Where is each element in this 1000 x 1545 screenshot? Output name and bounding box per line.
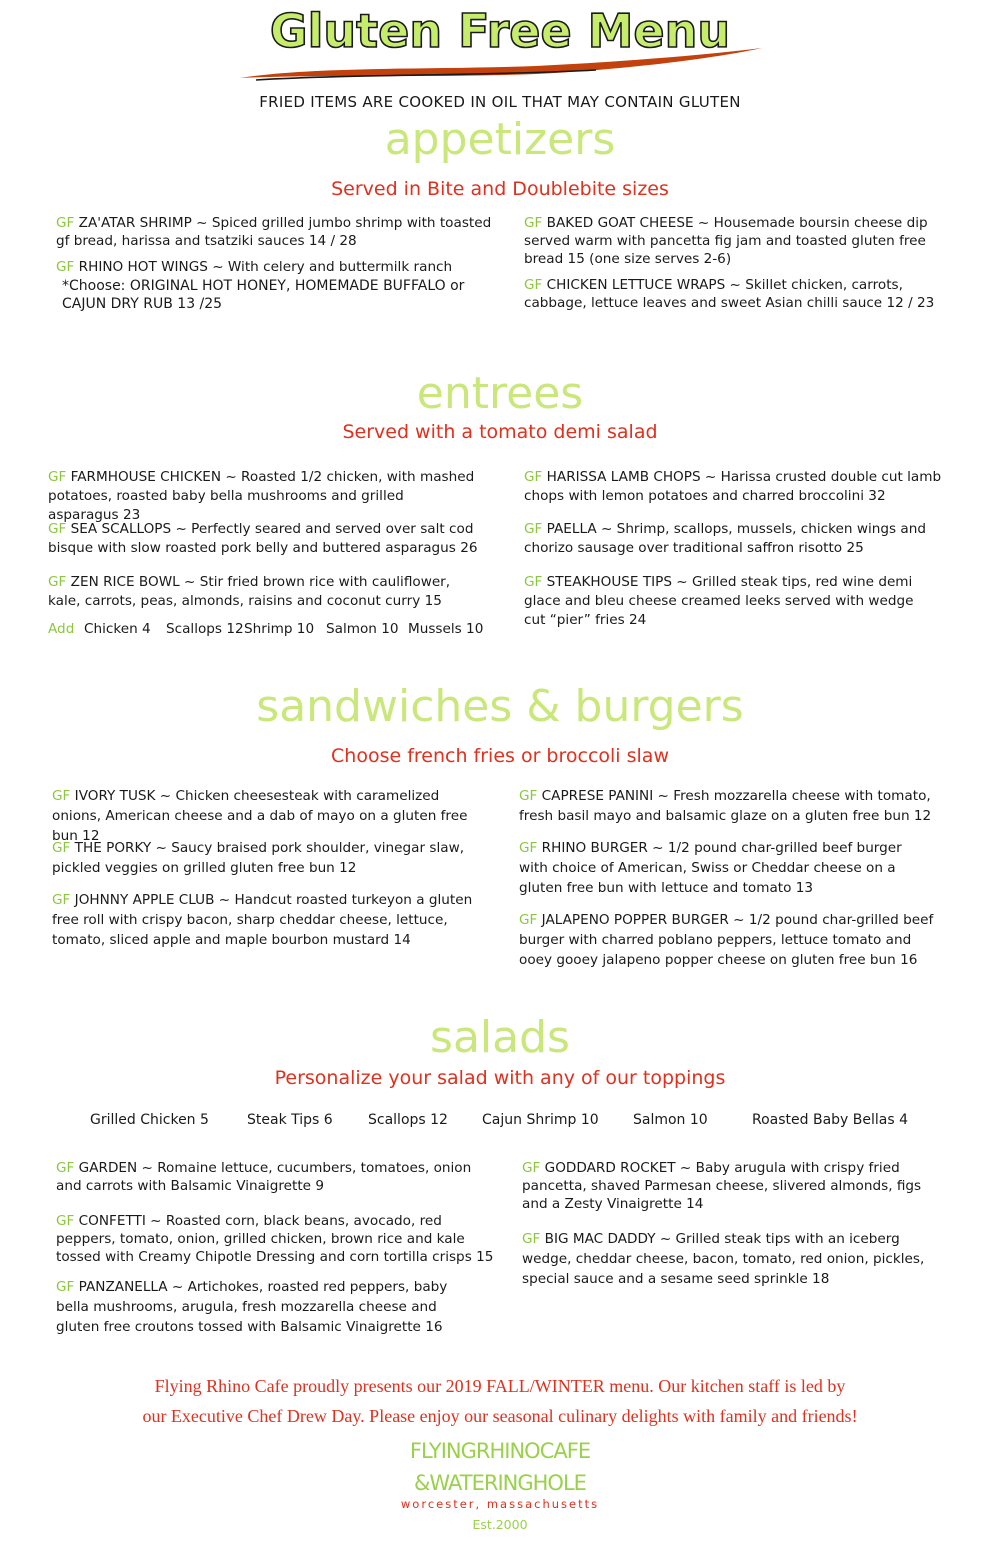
menu-item [519,786,939,826]
gf-marker: GF [524,215,543,231]
menu-item-text: STEAKHOUSE TIPS ~ Grilled steak tips, red wine demi glace and bleu cheese creamed leeks served with wedge cut “pier” fries 24 [524,574,914,628]
gf-marker: GF [519,840,538,856]
logo-line-1: FLYINGRHINOCAFE [409,1439,591,1463]
menu-item [524,214,944,268]
menu-item-text: JALAPENO POPPER BURGER ~ 1/2 pound char-grilled beef burger with charred poblano peppers, lettuce tomato and ooey gooey jalapeno popper cheese on gluten free bun 16 [519,912,934,968]
menu-item [56,214,496,250]
addons-row [48,620,488,638]
promo-line-1: Flying Rhino Cafe proudly presents our 2019 FALL/WINTER menu. Our kitchen staff is led by [154,1376,846,1396]
logo-location: worcester, massachusetts [400,1497,600,1511]
gf-marker: GF [48,469,67,485]
salads-subtitle: Personalize your salad with any of our toppings [274,1067,726,1089]
menu-item-text: JOHNNY APPLE CLUB ~ Handcut roasted turkeyon a gluten free roll with crispy bacon, sharp cheddar cheese, lettuce, tomato, sliced apple and maple bourbon mustard 14 [52,892,473,948]
gf-marker: GF [519,912,538,928]
gf-marker: GF [522,1231,541,1247]
menu-item [48,573,478,611]
menu-item [56,1159,496,1195]
established-year: Est.2000 [472,1517,528,1532]
menu-item [519,910,944,970]
gf-marker: GF [56,1279,75,1295]
gf-marker: GF [48,521,67,537]
menu-item-text: IVORY TUSK ~ Chicken cheesesteak with caramelized onions, American cheese and a dab of mayo on a gluten free bun 12 [52,788,468,844]
fried-items-notice: FRIED ITEMS ARE COOKED IN OIL THAT MAY CONTAIN GLUTEN [259,93,741,111]
menu-item [52,838,488,878]
gf-marker: GF [48,574,67,590]
menu-item-text: RHINO HOT WINGS ~ With celery and buttermilk ranch [74,259,453,275]
menu-item [56,1277,481,1337]
menu-item-text: SEA SCALLOPS ~ Perfectly seared and served over salt cod bisque with slow roasted pork belly and buttered asparagus 26 [48,521,478,556]
menu-item [524,276,944,312]
brush-stroke-decoration [236,44,766,84]
menu-item [48,468,478,525]
gf-marker: GF [519,788,538,804]
gf-marker: GF [56,1160,75,1176]
addon-item: Chicken 4 [84,621,151,637]
gf-marker: GF [524,521,543,537]
section-title-salads: salads [430,1012,570,1063]
menu-item-text: GODDARD ROCKET ~ Baby arugula with crispy fried pancetta, shaved Parmesan cheese, slivered almonds, figs and a Zesty Vinaigrette 14 [522,1160,922,1212]
topping-item: Scallops 12 [368,1112,448,1128]
menu-item-text: CHICKEN LETTUCE WRAPS ~ Skillet chicken, carrots, cabbage, lettuce leaves and sweet Asian chilli sauce 12 / 23 [524,277,935,311]
addons-label: Add [48,621,75,637]
section-title-appetizers: appetizers [384,114,616,165]
menu-item-text: THE PORKY ~ Saucy braised pork shoulder, vinegar slaw, pickled veggies on grilled gluten free bun 12 [52,840,465,876]
topping-item: Grilled Chicken 5 [90,1112,209,1128]
menu-item [48,520,478,558]
addon-item: Shrimp 10 [244,621,315,637]
menu-title: Gluten Free Menu [269,4,731,58]
gf-marker: GF [524,574,543,590]
menu-item [519,838,919,898]
gf-marker: GF [56,1213,75,1229]
menu-item [56,1212,501,1266]
menu-item [56,258,496,276]
menu-item-text: RHINO BURGER ~ 1/2 pound char-grilled beef burger with choice of American, Swiss or Cheddar cheese on a gluten free bun with lettuce and tomato 13 [519,840,902,896]
menu-item-text: ZEN RICE BOWL ~ Stir fried brown rice with cauliflower, kale, carrots, peas, almonds, raisins and coconut curry 15 [48,574,451,609]
appetizers-subtitle: Served in Bite and Doublebite sizes [331,178,669,200]
menu-item [522,1229,952,1289]
topping-item: Steak Tips 6 [247,1112,333,1128]
menu-item [52,890,488,950]
menu-item-text: ZA'ATAR SHRIMP ~ Spiced grilled jumbo shrimp with toasted gf bread, harissa and tsatziki sauces 14 / 28 [56,215,492,249]
topping-item: Roasted Baby Bellas 4 [752,1112,909,1128]
gf-marker: GF [56,259,75,275]
menu-item-text: PANZANELLA ~ Artichokes, roasted red peppers, baby bella mushrooms, arugula, fresh mozzarella cheese and gluten free croutons tossed with Balsamic Vinaigrette 16 [56,1279,448,1335]
menu-item-text: PAELLA ~ Shrimp, scallops, mussels, chicken wings and chorizo sausage over traditional saffron risotto 25 [524,521,926,556]
menu-item-text: HARISSA LAMB CHOPS ~ Harissa crusted double cut lamb chops with lemon potatoes and charred broccolini 32 [524,469,942,504]
section-title-entrees: entrees [416,368,584,419]
gf-marker: GF [524,277,543,293]
menu-item [52,786,488,846]
gf-marker: GF [524,469,543,485]
addon-item: Salmon 10 [326,621,399,637]
gf-marker: GF [52,892,71,908]
menu-item-text: BAKED GOAT CHEESE ~ Housemade boursin cheese dip served warm with pancetta fig jam and toasted gluten free bread 15 (one size serves 2-6) [524,215,928,267]
menu-item-text: CAPRESE PANINI ~ Fresh mozzarella cheese with tomato, fresh basil mayo and balsamic glaze on a gluten free bun 12 [519,788,932,824]
menu-item-text: FARMHOUSE CHICKEN ~ Roasted 1/2 chicken, with mashed potatoes, roasted baby bella mushrooms and grilled asparagus 23 [48,469,475,523]
sandwiches-subtitle: Choose french fries or broccoli slaw [331,745,669,767]
menu-item-text: BIG MAC DADDY ~ Grilled steak tips with an iceberg wedge, cheddar cheese, bacon, tomato, red onion, pickles, special sauce and a sesame seed sprinkle 18 [522,1231,925,1287]
menu-item [524,520,944,558]
topping-item: Salmon 10 [633,1112,708,1128]
gf-marker: GF [56,215,75,231]
gf-marker: GF [522,1160,541,1176]
menu-item [524,468,944,506]
wings-sauce-choice: *Choose: ORIGINAL HOT HONEY, HOMEMADE BUFFALO or CAJUN DRY RUB 13 /25 [62,278,465,312]
menu-item-text: CONFETTI ~ Roasted corn, black beans, avocado, red peppers, tomato, onion, grilled chicken, brown rice and kale tossed with Creamy Chipotle Dressing and corn tortilla crisps 15 [56,1213,494,1265]
gf-marker: GF [52,840,71,856]
addon-item: Mussels 10 [408,621,484,637]
promo-line-2: our Executive Chef Drew Day. Please enjoy our seasonal culinary delights with family and friends! [142,1406,858,1426]
menu-item-text: GARDEN ~ Romaine lettuce, cucumbers, tomatoes, onion and carrots with Balsamic Vinaigrette 9 [56,1160,472,1194]
topping-item: Cajun Shrimp 10 [482,1112,599,1128]
menu-item [522,1159,927,1213]
entrees-subtitle: Served with a tomato demi salad [342,421,658,443]
section-title-sandwiches: sandwiches & burgers [256,681,744,732]
addon-item: Scallops 12 [166,621,244,637]
gf-marker: GF [52,788,71,804]
menu-item [524,573,924,630]
logo-line-2: &WATERINGHOLE [414,1471,586,1495]
